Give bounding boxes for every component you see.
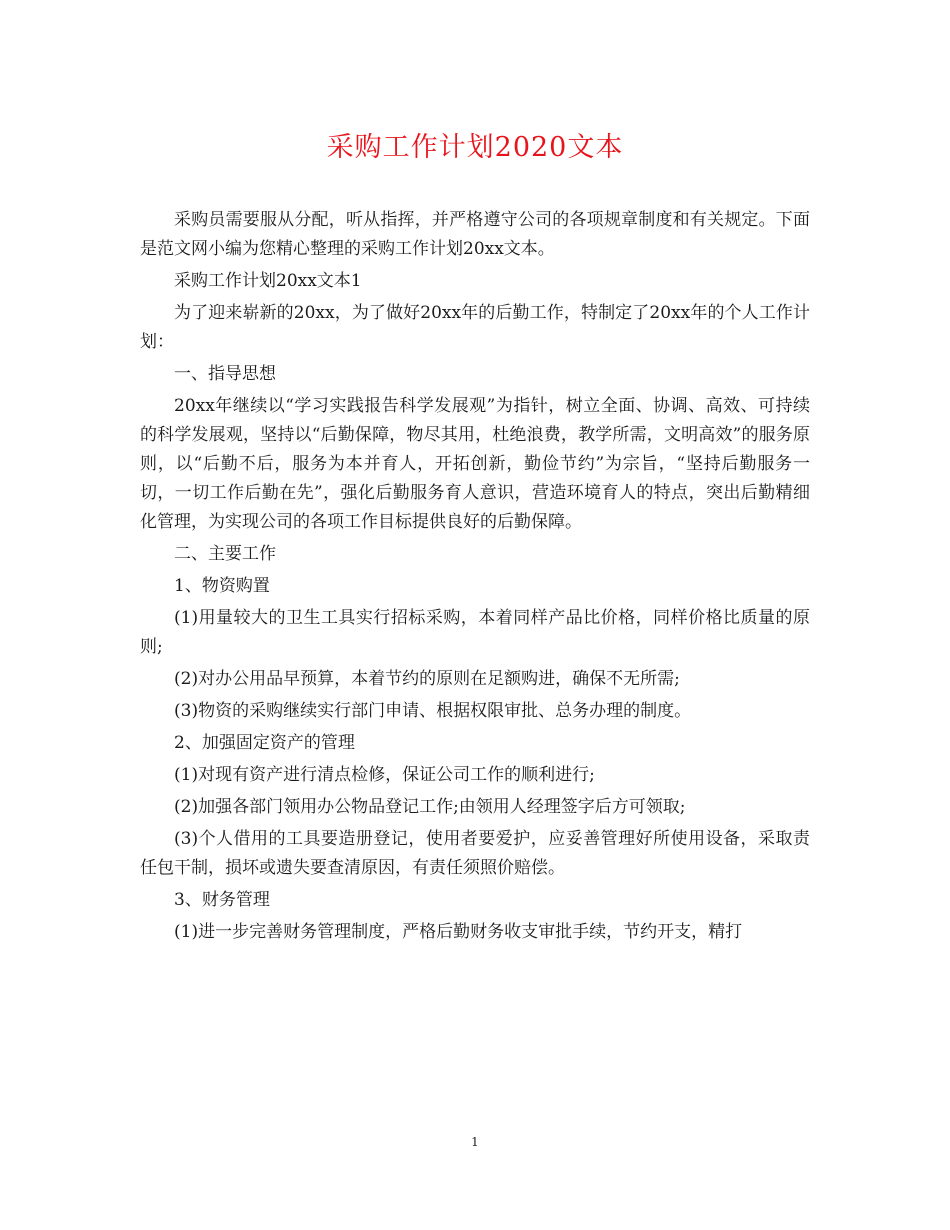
list-item: (3)个人借用的工具要造册登记，使用者要爱护，应妥善管理好所使用设备，采取责任包干制，损坏或遗失要查清原因，有责任须照价赔偿。 [140, 829, 810, 878]
subsection-heading: 2、加强固定资产的管理 [174, 733, 355, 753]
document-title: 采购工作计划2020文本 [326, 132, 624, 163]
paragraph: 20xx年继续以“学习实践报告科学发展观”为指针，树立全面、协调、高效、可持续的科学发展观，坚持以“后勤保障，物尽其用，杜绝浪费，教学所需，文明高效”的服务原则，以“后勤不后，服务为本并育人，开拓创新，勤俭节约”为宗旨，“坚持后勤服务一切，一切工作后勤在先”，强化后勤服务育人意识，营造环境育人的特点，突出后勤精细化管理，为实现公司的各项工作目标提供良好的后勤保障。 [140, 396, 810, 532]
paragraph: 为了迎来崭新的20xx，为了做好20xx年的后勤工作，特制定了20xx年的个人工作计划： [140, 303, 810, 352]
list-item: (1)进一步完善财务管理制度，严格后勤财务收支审批手续，节约开支，精打 [174, 922, 743, 942]
paragraph: 采购工作计划20xx文本1 [174, 271, 362, 291]
section-heading: 二、主要工作 [174, 544, 276, 564]
list-item: (2)对办公用品早预算，本着节约的原则在足额购进，确保不无所需; [174, 669, 680, 689]
subsection-heading: 3、财务管理 [174, 890, 270, 910]
list-item: (3)物资的采购继续实行部门申请、根据权限审批、总务办理的制度。 [174, 701, 692, 721]
page-number: 1 [471, 1135, 479, 1149]
list-item: (2)加强各部门领用办公物品登记工作;由领用人经理签字后方可领取; [174, 797, 686, 817]
document-body [140, 206, 810, 950]
list-item: (1)用量较大的卫生工具实行招标采购，本着同样产品比价格，同样价格比质量的原则; [140, 608, 810, 657]
list-item: (1)对现有资产进行清点检修，保证公司工作的顺利进行; [174, 765, 595, 785]
section-heading: 一、指导思想 [174, 364, 276, 384]
subsection-heading: 1、物资购置 [174, 576, 270, 596]
paragraph: 采购员需要服从分配，听从指挥，并严格遵守公司的各项规章制度和有关规定。下面是范文网小编为您精心整理的采购工作计划20xx文本。 [140, 210, 810, 259]
